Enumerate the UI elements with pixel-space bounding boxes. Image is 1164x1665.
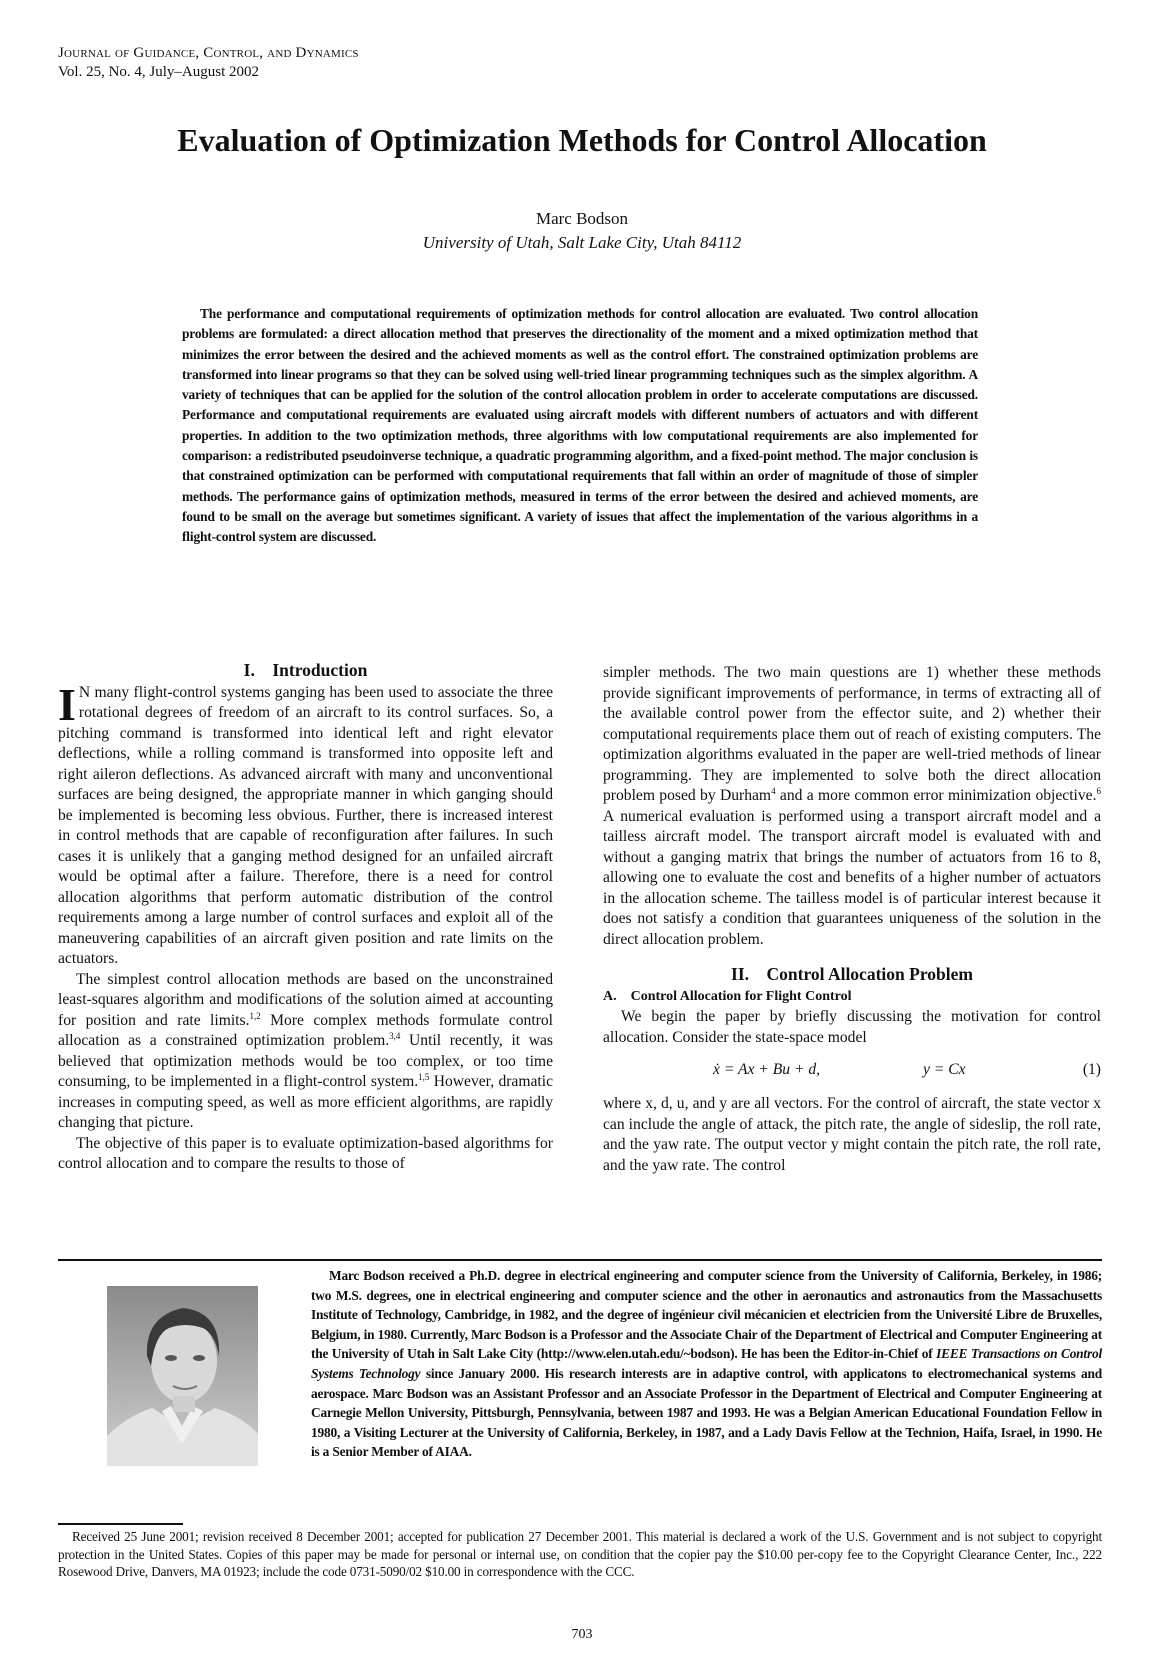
- journal-title-italic: IEEE Transactions on Control Systems Technology: [311, 1346, 1102, 1381]
- author-biography: Marc Bodson received a Ph.D. degree in electrical engineering and computer science from the University of California, Berkeley, in 1986; two M.S. degrees, one in electrical engineering and computer science and the other in aeronautics and astronautics from the Massachusetts Institute of Technology, Cambridge, in 1982, and the degree of ingénieur civil mécanicien et electricien from the Université Libre de Bruxelles, Belgium, in 1980. Currently, Marc Bodson is a Professor and the Associate Chair of the Department of Electrical and Computer Engineering at the University of Utah in Salt Lake City (http://www.elen.utah.edu/~bodson). He has been the Editor-in-Chief of IEEE Transactions on Control Systems Technology since January 2000. His research interests are in adaptive control, with applicatons to electromechanical systems and aerospace. Marc Bodson was an Assistant Professor and an Associate Professor in the Department of Electrical and Computer Engineering at Carnegie Mellon University, Pittsburgh, Pennsylvania, between 1987 and 1993. He was a Belgian American Educational Foundation Fellow in 1980, a Visiting Lecturer at the University of California, Berkeley, in 1987, and a Lady Davis Fellow at the Technion, Haifa, Israel, in 1990. He is a Senior Member of AIAA.: [311, 1268, 1103, 1460]
- author-name: Marc Bodson: [535, 209, 629, 228]
- intro-paragraph-1: I N many flight-control systems ganging has been used to associate the three rotational degrees of freedom of an aircraft to its control surfaces. So, a pitching command is transformed into identical left and right elevator deflections, while a rolling command is transformed into opposite left and right aileron deflections. As advanced aircraft with many and unconventional surfaces are being designed, the appropriate manner in which ganging should be implemented is becoming less obvious. Further, there is increased interest in control methods that are capable of reconfiguration after failures. In such cases it is unlikely that a ganging method designed for an unfailed aircraft would be optimal after a failure. Therefore, there is a need for control allocation algorithms that perform automatic distribution of the control requirements among a large number of control surfaces and exploit all of the maneuvering capabilities of an aircraft given position and rate limits on the actuators.: [58, 678, 553, 967]
- citation-ref[interactable]: 6: [1096, 785, 1101, 796]
- publication-footnote: Received 25 June 2001; revision received 8 December 2001; accepted for publication 27 December 2001. This material is declared a work of the U.S. Government and is not subject to copyright protection in the United States. Copies of this paper may be made for personal or internal use, on condition that the copier pay the $10.00 per-copy fee to the Copyright Clearance Center, Inc., 222 Rosewood Drive, Danvers, MA 01923; include the code 0731-5090/02 $10.00 in correspondence with the CCC.: [58, 1529, 1102, 1580]
- journal-header: [58, 44, 359, 82]
- subsection-heading: A. Control Allocation for Flight Control: [603, 988, 852, 1004]
- intro-paragraph-3-continued: simpler methods. The two main questions are 1) whether these methods provide significant improvements of performance, in terms of extracting all of the available control power from the effector suite, and 2) whether their computational requirements place them out of reach of existing computers. The optimization algorithms evaluated in the paper are well-tried methods of linear programming. They are implemented to solve both the direct allocation problem posed by Durham$^4$ and a more common error minimization objective.$^6$ A numerical evaluation is performed using a transport aircraft model and a tailless aircraft model. The transport aircraft model is evaluated with and without a ganging matrix that brings the number of actuators from 16 to 8, allowing one to evaluate the cost and benefits of a higher number of actuators in the allocation scheme. The tailless model is of particular interest because it does not satisfy a condition that guarantees uniqueness of the solution in the direct allocation problem.: [603, 664, 1101, 948]
- section-heading-introduction: I. Introduction: [243, 660, 368, 680]
- intro-paragraph-3: The objective of this paper is to evaluate optimization-based algorithms for control allocation and to compare the results to those of: [58, 1134, 553, 1172]
- drop-cap: I: [58, 678, 76, 730]
- abstract: The performance and computational requirements of optimization methods for control allocation are evaluated. Two control allocation problems are formulated: a direct allocation method that preserves the directionality of the moment and a mixed optimization method that minimizes the error between the desired and the achieved moments as well as the control effort. The constrained optimization problems are transformed into linear programs so that they can be solved using well-tried linear programming techniques such as the simplex algorithm. A variety of techniques that can be applied for the solution of the control allocation problem in order to accelerate computations are discussed. Performance and computational requirements are evaluated using aircraft models with different numbers of actuators and with different properties. In addition to the two optimization methods, three algorithms with low computational requirements are also implemented for comparison: a redistributed pseudoinverse technique, a quadratic programming algorithm, and a fixed-point method. The major conclusion is that constrained optimization can be performed with computational requirements that fall within an order of magnitude of those of simpler methods. The performance gains of optimization methods, measured in terms of the error between the desired and achieved moments, are found to be small on the average but sometimes significant. A variety of issues that affect the implementation of the various algorithms in a flight-control system are discussed.: [182, 306, 978, 545]
- equation-number: (1): [1082, 1061, 1101, 1078]
- paper-title: Evaluation of Optimization Methods for Control Allocation: [177, 122, 987, 158]
- portrait-image: [107, 1286, 258, 1466]
- section-heading-control-allocation: II. Control Allocation Problem: [731, 964, 973, 984]
- section2-paragraph-1: We begin the paper by briefly discussing the motivation for control allocation. Consider the state-space model: [603, 1008, 1101, 1046]
- left-column: [58, 660, 553, 1175]
- citation-ref[interactable]: 1,2: [249, 1010, 261, 1021]
- page-number: 703: [571, 1627, 593, 1642]
- journal-name: Journal of Guidance, Control, and Dynamics: [58, 45, 359, 61]
- equation-rhs: y = Cx: [923, 1061, 966, 1078]
- footnote-divider: [58, 1523, 183, 1525]
- author-affiliation: University of Utah, Salt Lake City, Utah 84112: [422, 233, 742, 252]
- intro-paragraph-2: The simplest control allocation methods are based on the unconstrained least-squares algorithm and modifications of the solution aimed at accounting for position and rate limits.$^{1,2}$ More complex methods formulate control allocation as a constrained optimization problem.$^{3,4}$ Until recently, it was believed that optimization methods would be too complex, or too time consuming, to be implemented in a flight-control system.$^{1,5}$ However, dramatic increases in computing speed, as well as more efficient algorithms, are rapidly changing that picture.: [58, 970, 554, 1131]
- author-photo: [107, 1286, 258, 1466]
- equation-lhs: ẋ = Ax + Bu + d,: [713, 1061, 821, 1078]
- section2-paragraph-2: where x, d, u, and y are all vectors. For the control of aircraft, the state vector x can include the angle of attack, the pitch rate, the angle of sideslip, the roll rate, and the yaw rate. The output vector y might contain the pitch rate, the roll rate, and the yaw rate. The control: [603, 1095, 1101, 1174]
- citation-ref[interactable]: 3,4: [389, 1030, 401, 1041]
- bio-divider: [58, 1259, 1102, 1261]
- right-column: [603, 663, 1101, 1176]
- citation-ref[interactable]: 4: [771, 785, 776, 796]
- equation-1: [603, 1052, 1101, 1088]
- volume-issue: Vol. 25, No. 4, July–August 2002: [58, 64, 259, 80]
- citation-ref[interactable]: 1,5: [418, 1071, 430, 1082]
